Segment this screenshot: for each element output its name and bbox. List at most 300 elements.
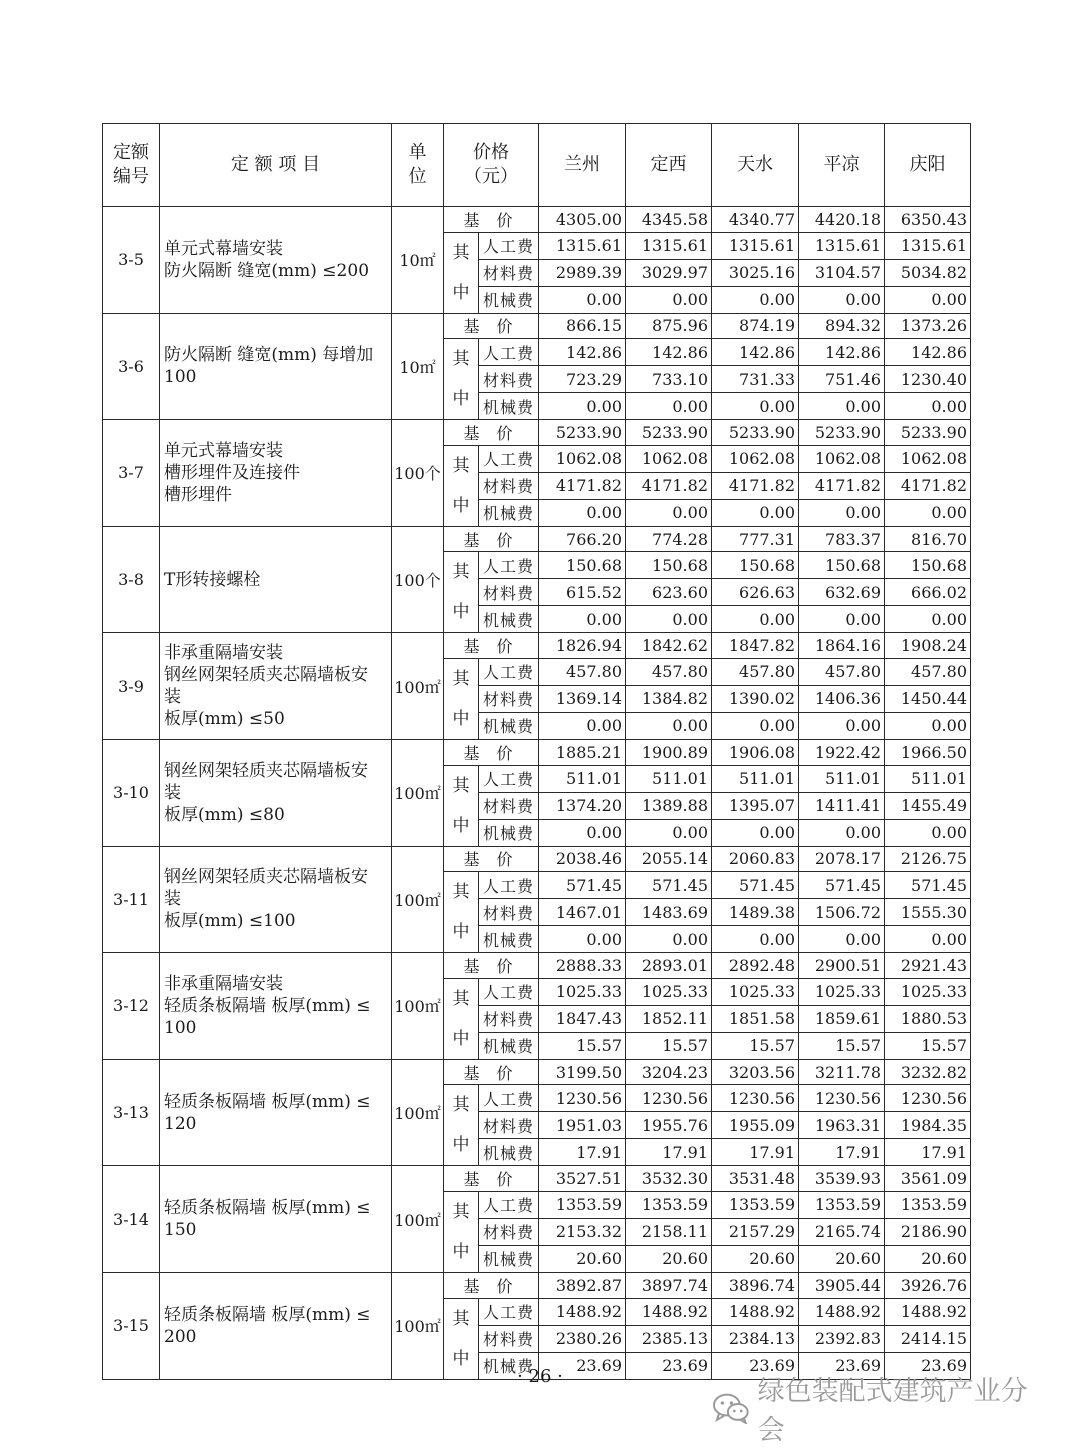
material-fee-label: 材料费: [479, 1005, 539, 1032]
machine-value: 23.69: [885, 1352, 971, 1379]
material-value: 4171.82: [799, 472, 885, 499]
labor-fee-label: 人工费: [479, 552, 539, 579]
table-row: [103, 420, 971, 446]
table-row: [103, 633, 971, 659]
material-value: 1963.31: [799, 1112, 885, 1139]
material-value: 1230.40: [885, 366, 971, 393]
quota-unit: 100个: [392, 526, 444, 633]
base-value: 1900.89: [626, 739, 712, 765]
labor-value: 150.68: [539, 552, 626, 579]
machine-value: 0.00: [799, 819, 885, 846]
labor-value: 150.68: [885, 552, 971, 579]
machine-value: 20.60: [799, 1245, 885, 1272]
quota-item-line: 钢丝网架轻质夹芯隔墙板安: [164, 867, 368, 888]
base-value: 3203.56: [712, 1059, 799, 1085]
quota-item-line: 板厚(mm) ≤50: [164, 709, 285, 730]
machine-value: 0.00: [539, 712, 626, 739]
base-value: 4420.18: [799, 207, 885, 233]
labor-fee-label: 人工费: [479, 1085, 539, 1112]
base-value: 5233.90: [539, 420, 626, 446]
labor-value: 1025.33: [885, 978, 971, 1005]
base-value: 1885.21: [539, 739, 626, 765]
base-price-label: 基 价: [444, 846, 539, 872]
header-city-dingxi: 定西: [626, 124, 712, 207]
machine-value: 0.00: [799, 712, 885, 739]
quota-code: 3-9: [103, 633, 160, 740]
machine-value: 0.00: [885, 606, 971, 633]
machine-value: 0.00: [626, 286, 712, 313]
quota-item: [160, 739, 392, 846]
quota-item-line: 槽形埋件及连接件: [164, 462, 300, 483]
machine-value: 0.00: [626, 606, 712, 633]
quota-item: [160, 953, 392, 1060]
machine-value: 20.60: [885, 1245, 971, 1272]
material-value: 2380.26: [539, 1325, 626, 1352]
labor-value: 1353.59: [539, 1191, 626, 1218]
material-value: 1384.82: [626, 685, 712, 712]
quota-item-line: 100: [164, 1017, 197, 1038]
machine-value: 20.60: [626, 1245, 712, 1272]
labor-value: 1230.56: [799, 1085, 885, 1112]
labor-value: 1062.08: [885, 445, 971, 472]
material-value: 1483.69: [626, 899, 712, 926]
machine-fee-label: 机械费: [479, 712, 539, 739]
machine-value: 0.00: [626, 926, 712, 953]
machine-value: 17.91: [539, 1139, 626, 1166]
header-unit: 单 位: [392, 124, 444, 207]
material-fee-label: 材料费: [479, 366, 539, 393]
table-header-row: [103, 124, 971, 207]
labor-value: 1353.59: [626, 1191, 712, 1218]
material-value: 1852.11: [626, 1005, 712, 1032]
labor-value: 1025.33: [626, 978, 712, 1005]
labor-value: 142.86: [626, 339, 712, 366]
quota-unit: 100㎡: [392, 846, 444, 953]
machine-value: 23.69: [799, 1352, 885, 1379]
machine-value: 0.00: [712, 926, 799, 953]
labor-value: 1315.61: [885, 232, 971, 259]
wechat-icon: [712, 1392, 750, 1424]
material-value: 2157.29: [712, 1218, 799, 1245]
machine-value: 0.00: [885, 393, 971, 420]
labor-value: 1025.33: [712, 978, 799, 1005]
material-fee-label: 材料费: [479, 1218, 539, 1245]
quota-unit: 100㎡: [392, 1166, 444, 1273]
material-fee-label: 材料费: [479, 899, 539, 926]
quota-item-line: 单元式幕墙安装: [164, 440, 283, 461]
base-value: 777.31: [712, 526, 799, 552]
machine-fee-label: 机械费: [479, 393, 539, 420]
machine-value: 0.00: [712, 712, 799, 739]
quota-item: [160, 633, 392, 740]
material-value: 1374.20: [539, 792, 626, 819]
base-value: 2892.48: [712, 953, 799, 979]
machine-value: 0.00: [885, 819, 971, 846]
labor-value: 1062.08: [799, 445, 885, 472]
quota-item-line: 100: [164, 367, 197, 388]
of-which-label: 其 中: [444, 1191, 479, 1272]
labor-fee-label: 人工费: [479, 232, 539, 259]
base-value: 5233.90: [712, 420, 799, 446]
header-city-pingliang: 平凉: [799, 124, 885, 207]
quota-unit: 10㎡: [392, 313, 444, 420]
base-value: 4340.77: [712, 207, 799, 233]
labor-value: 1230.56: [539, 1085, 626, 1112]
quota-unit: 100㎡: [392, 953, 444, 1060]
material-value: 2165.74: [799, 1218, 885, 1245]
quota-item: [160, 1059, 392, 1166]
machine-fee-label: 机械费: [479, 1245, 539, 1272]
material-fee-label: 材料费: [479, 259, 539, 286]
base-price-label: 基 价: [444, 1272, 539, 1298]
material-fee-label: 材料费: [479, 472, 539, 499]
table-row: [103, 739, 971, 765]
base-value: 783.37: [799, 526, 885, 552]
material-value: 615.52: [539, 579, 626, 606]
labor-value: 1025.33: [539, 978, 626, 1005]
machine-value: 0.00: [539, 499, 626, 526]
quota-unit: 10㎡: [392, 207, 444, 314]
base-value: 875.96: [626, 313, 712, 339]
base-value: 2078.17: [799, 846, 885, 872]
machine-value: 20.60: [539, 1245, 626, 1272]
base-value: 1373.26: [885, 313, 971, 339]
of-which-label: 其 中: [444, 1085, 479, 1166]
header-item: 定 额 项 目: [160, 124, 392, 207]
material-value: 5034.82: [885, 259, 971, 286]
of-which-label: 其 中: [444, 445, 479, 526]
labor-value: 1488.92: [539, 1298, 626, 1325]
labor-value: 1315.61: [799, 232, 885, 259]
quota-item-line: 150: [164, 1220, 197, 1241]
machine-value: 0.00: [885, 712, 971, 739]
quota-item: [160, 313, 392, 420]
base-value: 3539.93: [799, 1166, 885, 1192]
base-value: 2060.83: [712, 846, 799, 872]
base-value: 3926.76: [885, 1272, 971, 1298]
base-value: 2126.75: [885, 846, 971, 872]
quota-item-line: 钢丝网架轻质夹芯隔墙板安: [164, 760, 368, 781]
material-value: 1955.76: [626, 1112, 712, 1139]
watermark: [712, 1376, 1052, 1446]
quota-price-table-container: [102, 123, 970, 1380]
of-which-label: 其 中: [444, 765, 479, 846]
machine-value: 17.91: [799, 1139, 885, 1166]
labor-value: 1353.59: [885, 1191, 971, 1218]
table-row: [103, 526, 971, 552]
quota-item-line: 轻质条板隔墙 板厚(mm) ≤: [164, 1198, 371, 1219]
machine-value: 0.00: [799, 499, 885, 526]
machine-value: 0.00: [712, 819, 799, 846]
material-fee-label: 材料费: [479, 1325, 539, 1352]
quota-code: 3-14: [103, 1166, 160, 1273]
labor-value: 1353.59: [712, 1191, 799, 1218]
base-value: 3211.78: [799, 1059, 885, 1085]
material-value: 4171.82: [712, 472, 799, 499]
material-value: 1847.43: [539, 1005, 626, 1032]
quota-item: [160, 1272, 392, 1379]
header-city-tianshui: 天水: [712, 124, 799, 207]
quota-item-line: 钢丝网架轻质夹芯隔墙板安: [164, 665, 368, 686]
quota-unit: 100㎡: [392, 739, 444, 846]
base-value: 1906.08: [712, 739, 799, 765]
base-price-label: 基 价: [444, 207, 539, 233]
base-value: 3897.74: [626, 1272, 712, 1298]
labor-value: 511.01: [539, 765, 626, 792]
labor-value: 571.45: [626, 872, 712, 899]
machine-value: 0.00: [626, 499, 712, 526]
quota-item-line: 轻质条板隔墙 板厚(mm) ≤: [164, 1091, 371, 1112]
material-value: 1450.44: [885, 685, 971, 712]
quota-code: 3-6: [103, 313, 160, 420]
machine-value: 0.00: [626, 712, 712, 739]
quota-item-line: 防火隔断 缝宽(mm) ≤200: [164, 260, 370, 281]
material-value: 733.10: [626, 366, 712, 393]
header-price: 价格 （元）: [444, 124, 539, 207]
base-price-label: 基 价: [444, 420, 539, 446]
base-value: 766.20: [539, 526, 626, 552]
machine-fee-label: 机械费: [479, 499, 539, 526]
base-value: 3531.48: [712, 1166, 799, 1192]
labor-value: 571.45: [712, 872, 799, 899]
material-value: 626.63: [712, 579, 799, 606]
header-code: 定额 编号: [103, 124, 160, 207]
quota-code: 3-7: [103, 420, 160, 527]
base-value: 2893.01: [626, 953, 712, 979]
quota-code: 3-15: [103, 1272, 160, 1379]
quota-item-line: 120: [164, 1113, 197, 1134]
labor-value: 511.01: [626, 765, 712, 792]
machine-fee-label: 机械费: [479, 819, 539, 846]
base-value: 3527.51: [539, 1166, 626, 1192]
base-value: 2055.14: [626, 846, 712, 872]
base-value: 5233.90: [626, 420, 712, 446]
quota-unit: 100㎡: [392, 1272, 444, 1379]
base-price-label: 基 价: [444, 1166, 539, 1192]
quota-item-line: 轻质条板隔墙 板厚(mm) ≤: [164, 1304, 371, 1325]
material-value: 1369.14: [539, 685, 626, 712]
labor-fee-label: 人工费: [479, 978, 539, 1005]
labor-value: 1353.59: [799, 1191, 885, 1218]
machine-value: 0.00: [885, 499, 971, 526]
labor-value: 1230.56: [712, 1085, 799, 1112]
labor-value: 1062.08: [626, 445, 712, 472]
machine-value: 23.69: [712, 1352, 799, 1379]
labor-value: 1062.08: [539, 445, 626, 472]
quota-item-line: 板厚(mm) ≤80: [164, 804, 285, 825]
machine-value: 23.69: [626, 1352, 712, 1379]
labor-value: 150.68: [626, 552, 712, 579]
quota-item-line: 装: [164, 782, 181, 803]
machine-value: 0.00: [799, 393, 885, 420]
material-value: 1555.30: [885, 899, 971, 926]
material-value: 4171.82: [626, 472, 712, 499]
base-price-label: 基 价: [444, 739, 539, 765]
of-which-label: 其 中: [444, 658, 479, 739]
material-value: 666.02: [885, 579, 971, 606]
labor-value: 1315.61: [712, 232, 799, 259]
base-value: 2921.43: [885, 953, 971, 979]
table-row: [103, 207, 971, 233]
quota-item-line: 装: [164, 687, 181, 708]
machine-fee-label: 机械费: [479, 286, 539, 313]
material-value: 1406.36: [799, 685, 885, 712]
table-row: [103, 846, 971, 872]
labor-value: 150.68: [712, 552, 799, 579]
quota-item-line: 单元式幕墙安装: [164, 238, 283, 259]
material-value: 1395.07: [712, 792, 799, 819]
base-value: 2900.51: [799, 953, 885, 979]
base-price-label: 基 价: [444, 313, 539, 339]
material-value: 1411.41: [799, 792, 885, 819]
base-value: 1966.50: [885, 739, 971, 765]
material-value: 2186.90: [885, 1218, 971, 1245]
base-value: 1842.62: [626, 633, 712, 659]
base-value: 866.15: [539, 313, 626, 339]
machine-value: 0.00: [712, 286, 799, 313]
machine-value: 23.69: [539, 1352, 626, 1379]
table-row: [103, 313, 971, 339]
quota-item: [160, 1166, 392, 1273]
base-value: 5233.90: [885, 420, 971, 446]
page-number: · 26 ·: [517, 1366, 563, 1387]
machine-value: 0.00: [626, 819, 712, 846]
quota-item-line: 防火隔断 缝宽(mm) 每增加: [164, 345, 374, 366]
material-value: 723.29: [539, 366, 626, 393]
base-value: 3561.09: [885, 1166, 971, 1192]
quota-item: [160, 207, 392, 314]
quota-code: 3-8: [103, 526, 160, 633]
labor-value: 571.45: [539, 872, 626, 899]
material-value: 1955.09: [712, 1112, 799, 1139]
labor-fee-label: 人工费: [479, 339, 539, 366]
machine-value: 0.00: [626, 393, 712, 420]
material-value: 1467.01: [539, 899, 626, 926]
material-value: 2989.39: [539, 259, 626, 286]
machine-fee-label: 机械费: [479, 1352, 539, 1379]
of-which-label: 其 中: [444, 339, 479, 420]
machine-value: 15.57: [799, 1032, 885, 1059]
quota-unit: 100个: [392, 420, 444, 527]
header-city-lanzhou: 兰州: [539, 124, 626, 207]
machine-value: 0.00: [799, 286, 885, 313]
watermark-text: 绿色装配式建筑产业分会: [757, 1376, 1028, 1446]
machine-value: 0.00: [539, 393, 626, 420]
of-which-label: 其 中: [444, 232, 479, 313]
labor-value: 511.01: [712, 765, 799, 792]
labor-value: 511.01: [885, 765, 971, 792]
labor-value: 1488.92: [799, 1298, 885, 1325]
header-city-qingyang: 庆阳: [885, 124, 971, 207]
of-which-label: 其 中: [444, 872, 479, 953]
quota-price-table: [102, 123, 971, 1380]
machine-value: 20.60: [712, 1245, 799, 1272]
quota-unit: 100㎡: [392, 633, 444, 740]
quota-item-line: 非承重隔墙安装: [164, 973, 283, 994]
machine-value: 0.00: [712, 393, 799, 420]
material-fee-label: 材料费: [479, 685, 539, 712]
material-fee-label: 材料费: [479, 1112, 539, 1139]
labor-fee-label: 人工费: [479, 445, 539, 472]
base-price-label: 基 价: [444, 1059, 539, 1085]
labor-value: 1062.08: [712, 445, 799, 472]
material-value: 4171.82: [539, 472, 626, 499]
machine-value: 0.00: [539, 819, 626, 846]
labor-value: 1230.56: [885, 1085, 971, 1112]
labor-value: 571.45: [885, 872, 971, 899]
table-row: [103, 953, 971, 979]
material-value: 1851.58: [712, 1005, 799, 1032]
machine-fee-label: 机械费: [479, 926, 539, 953]
labor-value: 457.80: [885, 658, 971, 685]
material-value: 1390.02: [712, 685, 799, 712]
labor-value: 1488.92: [626, 1298, 712, 1325]
material-value: 3104.57: [799, 259, 885, 286]
labor-value: 1315.61: [539, 232, 626, 259]
base-value: 816.70: [885, 526, 971, 552]
labor-fee-label: 人工费: [479, 765, 539, 792]
material-value: 1506.72: [799, 899, 885, 926]
quota-item-line: 槽形埋件: [164, 484, 232, 505]
base-value: 2038.46: [539, 846, 626, 872]
labor-value: 457.80: [799, 658, 885, 685]
labor-value: 150.68: [799, 552, 885, 579]
table-row: [103, 1272, 971, 1298]
machine-value: 15.57: [626, 1032, 712, 1059]
labor-value: 1315.61: [626, 232, 712, 259]
machine-value: 17.91: [626, 1139, 712, 1166]
machine-fee-label: 机械费: [479, 1032, 539, 1059]
base-value: 1847.82: [712, 633, 799, 659]
of-which-label: 其 中: [444, 1298, 479, 1379]
labor-value: 1488.92: [885, 1298, 971, 1325]
quota-code: 3-12: [103, 953, 160, 1060]
machine-value: 0.00: [712, 499, 799, 526]
machine-value: 0.00: [885, 926, 971, 953]
machine-value: 0.00: [539, 606, 626, 633]
machine-fee-label: 机械费: [479, 606, 539, 633]
base-value: 5233.90: [799, 420, 885, 446]
machine-fee-label: 机械费: [479, 1139, 539, 1166]
material-value: 731.33: [712, 366, 799, 393]
base-value: 3204.23: [626, 1059, 712, 1085]
labor-value: 1488.92: [712, 1298, 799, 1325]
machine-value: 0.00: [885, 286, 971, 313]
quota-item: [160, 420, 392, 527]
quota-item-line: 200: [164, 1326, 197, 1347]
machine-value: 17.91: [712, 1139, 799, 1166]
material-value: 2392.83: [799, 1325, 885, 1352]
material-value: 1880.53: [885, 1005, 971, 1032]
labor-fee-label: 人工费: [479, 1298, 539, 1325]
material-value: 623.60: [626, 579, 712, 606]
of-which-label: 其 中: [444, 552, 479, 633]
table-body: [103, 207, 971, 1380]
base-value: 874.19: [712, 313, 799, 339]
base-value: 3532.30: [626, 1166, 712, 1192]
machine-value: 0.00: [712, 606, 799, 633]
material-value: 2158.11: [626, 1218, 712, 1245]
base-price-label: 基 价: [444, 633, 539, 659]
base-value: 4305.00: [539, 207, 626, 233]
labor-value: 142.86: [885, 339, 971, 366]
base-value: 3199.50: [539, 1059, 626, 1085]
machine-value: 0.00: [539, 926, 626, 953]
labor-value: 571.45: [799, 872, 885, 899]
base-value: 1922.42: [799, 739, 885, 765]
material-value: 3025.16: [712, 259, 799, 286]
material-value: 1859.61: [799, 1005, 885, 1032]
